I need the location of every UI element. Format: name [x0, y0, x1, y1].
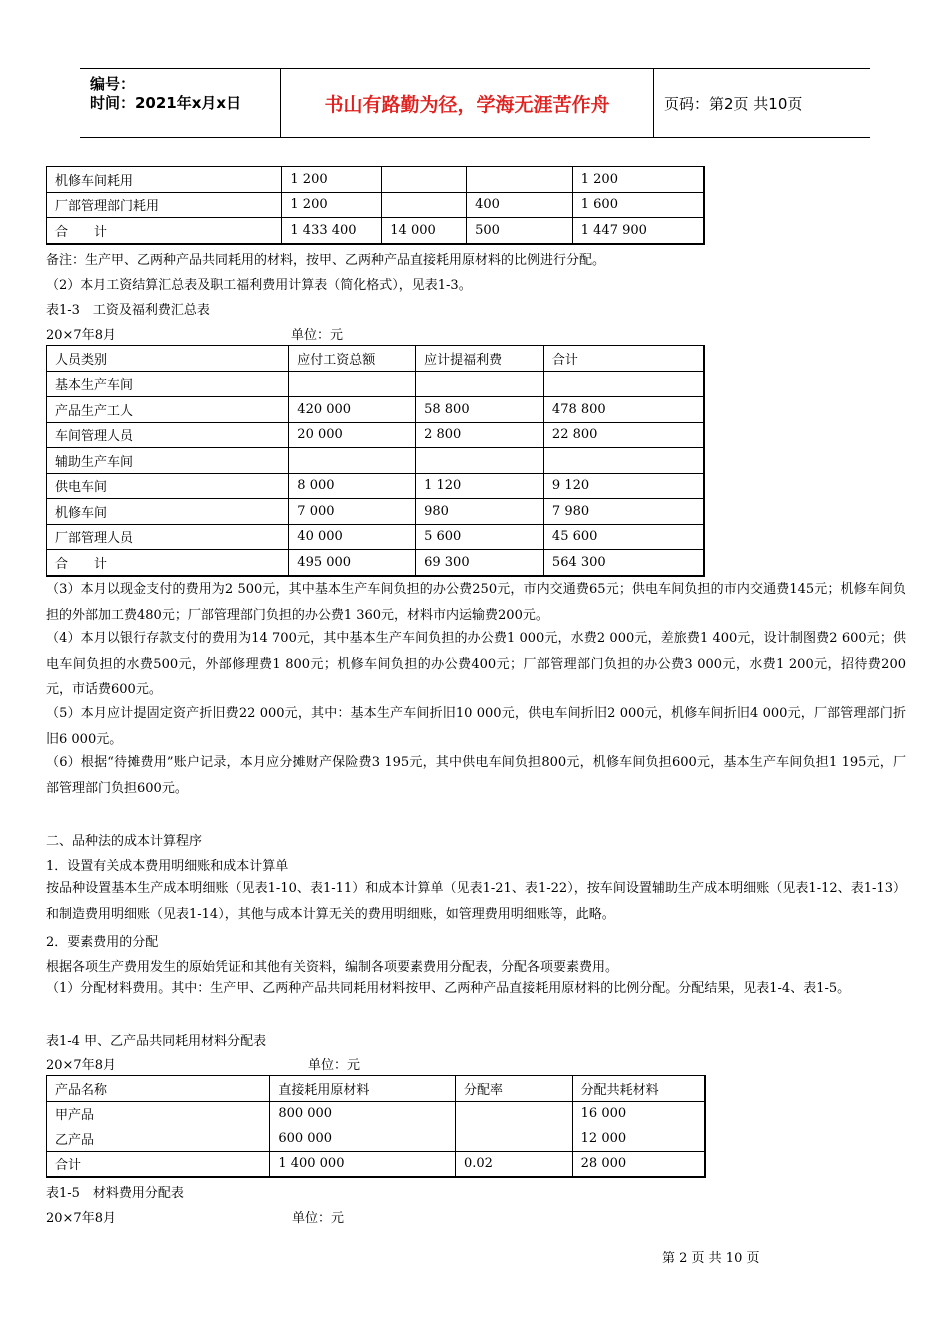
- table-cell: 8 000: [289, 473, 416, 499]
- table-cell: 1 447 900: [572, 218, 704, 244]
- table-cell: 22 800: [543, 422, 704, 448]
- table-cell: 12 000: [572, 1126, 705, 1151]
- table14-unit: 单位：元: [308, 1058, 361, 1073]
- table-cell: [289, 448, 416, 474]
- table-header-row: [47, 346, 705, 372]
- table-cell: 车间管理人员: [47, 422, 289, 448]
- table-row: [47, 550, 705, 576]
- table-cell: 1 120: [416, 473, 544, 499]
- table-cell: 合 计: [47, 218, 282, 244]
- paragraph-3: （3）本月以现金支付的费用为2 500元，其中基本生产车间负担的办公费250元，市内交通费65元；供电车间负担的市内交通费145元；机修车间负担的外部加工费480元；厂部管理部门负担的办公费1 360元，材料市内运输费200元。: [46, 582, 906, 623]
- table-row: [47, 218, 705, 244]
- table-cell: 980: [416, 499, 544, 525]
- table-row: [47, 397, 705, 423]
- paragraph-5: （5）本月应计提固定资产折旧费22 000元，其中：基本生产车间折旧10 000元，供电车间折旧2 000元，机修车间折旧4 000元，厂部管理部门折旧6 000元。: [46, 706, 906, 747]
- table-cell: [416, 371, 544, 397]
- column-header: 应付工资总额: [289, 346, 416, 372]
- table-cell: 基本生产车间: [47, 371, 289, 397]
- page-footer: 第 2 页 共 10 页: [662, 1251, 760, 1266]
- note-2: （2）本月工资结算汇总表及职工福利费用计算表（简化格式），见表1-3。: [46, 278, 472, 293]
- table-row: [47, 448, 705, 474]
- motto: 书山有路勤为径，学海无涯苦作舟: [281, 69, 654, 137]
- table-cell: 400: [467, 192, 573, 218]
- table-cell: 1 200: [572, 167, 704, 193]
- table-cell: [455, 1101, 572, 1126]
- column-header: 直接耗用原材料: [270, 1076, 456, 1102]
- allocation-paragraph: （1）分配材料费用。其中：生产甲、乙两种产品共同耗用材料按甲、乙两种产品直接耗用原材料的比例分配。分配结果，见表1-4、表1-5。: [46, 981, 851, 996]
- page-label: 页码：第2页 共10页: [664, 94, 803, 113]
- table-cell: 9 120: [543, 473, 704, 499]
- table-cell: 7 000: [289, 499, 416, 525]
- table-row: [47, 167, 705, 193]
- column-header: 分配率: [455, 1076, 572, 1102]
- number-label: 编号：: [90, 75, 136, 93]
- table13-unit: 单位：元: [291, 328, 344, 343]
- paragraph-4: （4）本月以银行存款支付的费用为14 700元，其中基本生产车间负担的办公费1 000元，水费2 000元，差旅费1 400元，设计制图费2 600元；供电车间负担的水费500元，外部修理费1 800元；机修车间负担的办公费400元；厂部管理部门负担的办公费3 000元，水费1 200元，招待费200元，市话费600元。: [46, 631, 906, 697]
- table-cell: 厂部管理人员: [47, 524, 289, 550]
- table-cell: 乙产品: [47, 1126, 270, 1151]
- table-cell: 800 000: [270, 1101, 456, 1126]
- table15-caption: 表1-5 材料费用分配表: [46, 1186, 184, 1201]
- table-header-row: [47, 1076, 706, 1102]
- section-heading: 二、品种法的成本计算程序: [46, 834, 203, 849]
- note-1: 备注：生产甲、乙两种产品共同耗用的材料，按甲、乙两种产品直接耗用原材料的比例进行分配。: [46, 253, 606, 268]
- table-cell: 合计: [47, 1151, 270, 1177]
- table-cell: [289, 371, 416, 397]
- table-cell: 478 800: [543, 397, 704, 423]
- table-cell: 供电车间: [47, 473, 289, 499]
- table-cell: 20 000: [289, 422, 416, 448]
- table-cell: 495 000: [289, 550, 416, 576]
- paragraph-6: （6）根据“待摊费用”账户记录，本月应分摊财产保险费3 195元，其中供电车间负担800元，机修车间负担600元，基本生产车间负担1 195元，厂部管理部门负担600元。: [46, 755, 906, 796]
- table-cell: 600 000: [270, 1126, 456, 1151]
- table-cell: [382, 167, 467, 193]
- table-cell: 2 800: [416, 422, 544, 448]
- table-row: [47, 524, 705, 550]
- step-2-paragraph: 根据各项生产费用发生的原始凭证和其他有关资料，编制各项要素费用分配表，分配各项要素费用。: [46, 960, 619, 975]
- table-row: [47, 1126, 706, 1151]
- wages-welfare-table: [46, 345, 705, 577]
- table-cell: [467, 167, 573, 193]
- step-1-paragraph: 按品种设置基本生产成本明细账（见表1-10、表1-11）和成本计算单（见表1-21、表1-22），按车间设置辅助生产成本明细账（见表1-12、表1-13）和制造费用明细账（见表1-14），其他与成本计算无关的费用明细账，如管理费用明细账等，此略。: [46, 881, 906, 922]
- table-cell: [382, 192, 467, 218]
- table-row: [47, 499, 705, 525]
- table-cell: 1 433 400: [282, 218, 382, 244]
- column-header: 产品名称: [47, 1076, 270, 1102]
- table-cell: 1 400 000: [270, 1151, 456, 1177]
- table-cell: [416, 448, 544, 474]
- step-2-heading: 2．要素费用的分配: [46, 935, 159, 950]
- table-cell: [543, 448, 704, 474]
- table-cell: 产品生产工人: [47, 397, 289, 423]
- table-cell: 1 600: [572, 192, 704, 218]
- table-cell: 机修车间耗用: [47, 167, 282, 193]
- table-cell: 1 200: [282, 167, 382, 193]
- table14-caption: 表1-4 甲、乙产品共同耗用材料分配表: [46, 1034, 267, 1049]
- table-cell: 564 300: [543, 550, 704, 576]
- table-cell: 45 600: [543, 524, 704, 550]
- column-header: 应计提福利费: [416, 346, 544, 372]
- table-cell: 40 000: [289, 524, 416, 550]
- table-cell: 0.02: [455, 1151, 572, 1177]
- table-cell: 1 200: [282, 192, 382, 218]
- page-header: [80, 68, 870, 138]
- table-cell: 69 300: [416, 550, 544, 576]
- table-row: [47, 192, 705, 218]
- table-cell: 500: [467, 218, 573, 244]
- shared-material-table: [46, 1075, 706, 1178]
- table-cell: 16 000: [572, 1101, 705, 1126]
- column-header: 合计: [543, 346, 704, 372]
- table-cell: 合 计: [47, 550, 289, 576]
- table-row: [47, 1151, 706, 1177]
- table-cell: 420 000: [289, 397, 416, 423]
- table-row: [47, 422, 705, 448]
- table-row: [47, 371, 705, 397]
- column-header: 人员类别: [47, 346, 289, 372]
- material-table-continued: [46, 166, 705, 245]
- table-cell: 28 000: [572, 1151, 705, 1177]
- table-cell: [543, 371, 704, 397]
- table-cell: 厂部管理部门耗用: [47, 192, 282, 218]
- table-cell: 机修车间: [47, 499, 289, 525]
- time-label: 时间：2021年x月x日: [90, 94, 242, 112]
- table13-date: 20×7年8月: [46, 328, 116, 343]
- table14-date: 20×7年8月: [46, 1058, 116, 1073]
- table13-caption: 表1-3 工资及福利费汇总表: [46, 303, 210, 318]
- table-cell: 7 980: [543, 499, 704, 525]
- table-row: [47, 1101, 706, 1126]
- table15-unit: 单位：元: [292, 1211, 345, 1226]
- table-row: [47, 473, 705, 499]
- column-header: 分配共耗材料: [572, 1076, 705, 1102]
- table15-date: 20×7年8月: [46, 1211, 116, 1226]
- table-cell: 58 800: [416, 397, 544, 423]
- table-cell: 甲产品: [47, 1101, 270, 1126]
- table-cell: 辅助生产车间: [47, 448, 289, 474]
- step-1-heading: 1．设置有关成本费用明细账和成本计算单: [46, 859, 289, 874]
- table-cell: 14 000: [382, 218, 467, 244]
- table-cell: 5 600: [416, 524, 544, 550]
- header-info-cell: [80, 69, 281, 137]
- table-cell: [455, 1126, 572, 1151]
